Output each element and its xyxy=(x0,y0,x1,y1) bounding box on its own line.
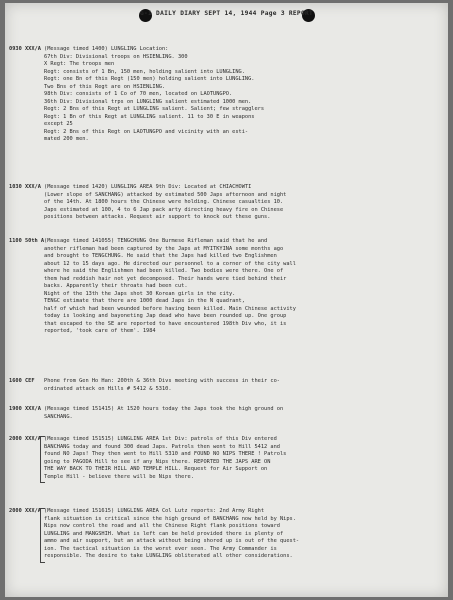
entry-line: 67th Div: Divisional troops on HSIENLING. 300 xyxy=(44,53,188,60)
entry-line: BANCHANG today and found 300 dead Japs. Patrols then went to Hill 5412 and xyxy=(44,443,280,450)
entry-body xyxy=(44,436,444,481)
entry-line: Japs estimated at 100, 4 to 6 Jap pack arty directing heavy fire on Chinese xyxy=(44,206,284,213)
entry-line: Night of the 13th the Japs shot 30 Korean girls in the city. xyxy=(44,290,236,297)
entry-line: of the 14th. At 1800 hours the Chinese were holding. Chinese casualties 10. xyxy=(44,199,284,205)
entry-line: Regt: 2 Bns of this Regt at LUNGLING salient. Salient; few stragglers xyxy=(44,106,265,112)
entry-line: found NO Japs! They then went to Hill 5310 and FOUND NO NIPS THERE ! Patrols xyxy=(44,451,287,457)
entry-line: half of which had been wounded before having been killed. Main Chinese activity xyxy=(44,305,296,312)
entry-time: 1600 CEF xyxy=(9,378,35,384)
entry-line: going to PAGODA Hill to see if any Nips there. REPORTED THE JAPS ARE ON xyxy=(44,458,271,465)
entry-body xyxy=(44,406,444,421)
entry-line: ion. The tactical situation is the worst ever seen. The Army Commander is xyxy=(44,545,277,552)
entry-line: and brought to TENGCHUNG. He said that the Japs had killed two Englishmen xyxy=(44,253,277,259)
entry-line: where he said the Englishmen had been killed. Two bodies were there. One of xyxy=(44,268,284,274)
entry-line: mated 200 men. xyxy=(44,136,89,142)
entry-line: ordinated attack on Hills # 5412 & 5310. xyxy=(44,385,172,392)
entry-line: backs. Apparently their throats had been cut. xyxy=(44,283,188,289)
entry-line: (Lower slope of SANCHANG) attacked by estimated 500 Japs afternoon and night xyxy=(44,191,287,198)
entry-line: about 12 to 15 days ago. He directed our personnel to a corner of the city wall xyxy=(44,260,296,267)
entry-body xyxy=(44,184,444,222)
entry-line: them had reddish hair not yet decomposed. Their hands were tied behind their xyxy=(44,275,287,282)
entry-line: Nips now control the road and all the Chinese Right flank positions toward xyxy=(44,523,280,529)
entry-line: Temple Hill - believe there will be Nips there. xyxy=(44,473,194,480)
entry-line: Regt: one Bn of this Regt (150 men) holding salient into LUNGLING. xyxy=(44,76,255,82)
entry-line: LUNGLING and MANGSHIH. What is left can be held provided there is plenty of xyxy=(44,530,284,537)
entry-line: 36th Div: Divisional trps on LUNGLING salient estimated 1000 men. xyxy=(44,98,252,105)
entry-line: responsible. The desire to take LUNGLING obliterated all other considerations. xyxy=(44,553,293,559)
entry-line: X Regt: The troops men xyxy=(44,61,115,67)
entry-line: Two Bns of this Regt are on HSIENLING. xyxy=(44,83,166,90)
entry-line: (Message timed 1420) LUNGLING AREA 9th Div: Located at CHIACHOWTI xyxy=(44,184,252,190)
entry-time: 0930 XXX/A xyxy=(9,46,41,52)
entry-line: Phone from Gen Ho Han: 200th & 36th Divs meeting with success in their co- xyxy=(44,378,280,384)
entry-time: 2000 XXX/A xyxy=(9,508,41,514)
entry-line: Regt: 2 Bns of this Regt on LAOTUNGPO and vicinity with an esti- xyxy=(44,128,249,135)
entry-body xyxy=(44,508,444,561)
entry-line: (Message timed 151515) LUNGLING AREA 1st Div: patrols of this Div entered xyxy=(44,436,277,442)
entry-time: 2000 XXX/A xyxy=(9,436,41,442)
entry-line: (Message timed 141055) TENGCHUNG One Burmese Rifleman said that he and xyxy=(44,238,268,244)
entry-line: today is looking and bayoneting Jap dead who have been rounded up. One group xyxy=(44,313,287,319)
entry-time: 1030 XXX/A xyxy=(9,184,41,190)
entry-line: (Message timed 151615) LUNGLING AREA Col Lutz reports: 2nd Army Right xyxy=(44,508,265,514)
entry-line: positions between attacks. Request air support to knock out these guns. xyxy=(44,214,271,220)
entry-line: (Message timed 151415) At 1520 hours today the Japs took the high ground on xyxy=(44,406,284,412)
entry-line: THE WAY BACK TO THEIR HILL AND TEMPLE HILL. Request for Air Support on xyxy=(44,466,268,472)
entry-line: reported, 'took care of them'. 1984 xyxy=(44,328,156,334)
entry-body xyxy=(44,238,444,336)
entry-line: TENGC estimate that there are 1000 dead Japs in the N quadrant, xyxy=(44,298,245,304)
entry-line: another rifleman had been captured by the Japs at MYITKYINA some months ago xyxy=(44,245,284,252)
entry-time: 1100 50th A xyxy=(9,238,45,244)
entry-line: 98th Div: consists of 1 Co of 70 men, located on LAOTUNGPO. xyxy=(44,91,233,97)
entry-line: except 25 xyxy=(44,121,73,127)
entry-time: 1900 XXX/A xyxy=(9,406,41,412)
entry-line: (Message timed 1400) LUNGLING Location: xyxy=(44,46,169,52)
entry-body xyxy=(44,46,444,144)
entry-line: that escaped to the SE are reported to have encountered 198th Div who, it is xyxy=(44,320,287,327)
entry-line: Regt: 1 Bn of this Regt at LUNGLING salient. 11 to 30 E in weapons xyxy=(44,113,255,120)
page-header: G-1 DAILY DIARY SEPT 14, 1944 Page 3 REPORT xyxy=(139,10,314,17)
entry-line: SANCHANG. xyxy=(44,413,73,420)
entry-line: flank situation is critical since the high ground of BANCHANG now held by Nips. xyxy=(44,515,296,522)
entry-line: ammo and air support, but an attack without being shored up is out of the quest- xyxy=(44,538,300,544)
entry-body xyxy=(44,378,444,393)
entry-line: Regt: consists of 1 Bn, 150 men, holding salient into LUNGLING. xyxy=(44,68,245,75)
document-page xyxy=(5,3,448,597)
